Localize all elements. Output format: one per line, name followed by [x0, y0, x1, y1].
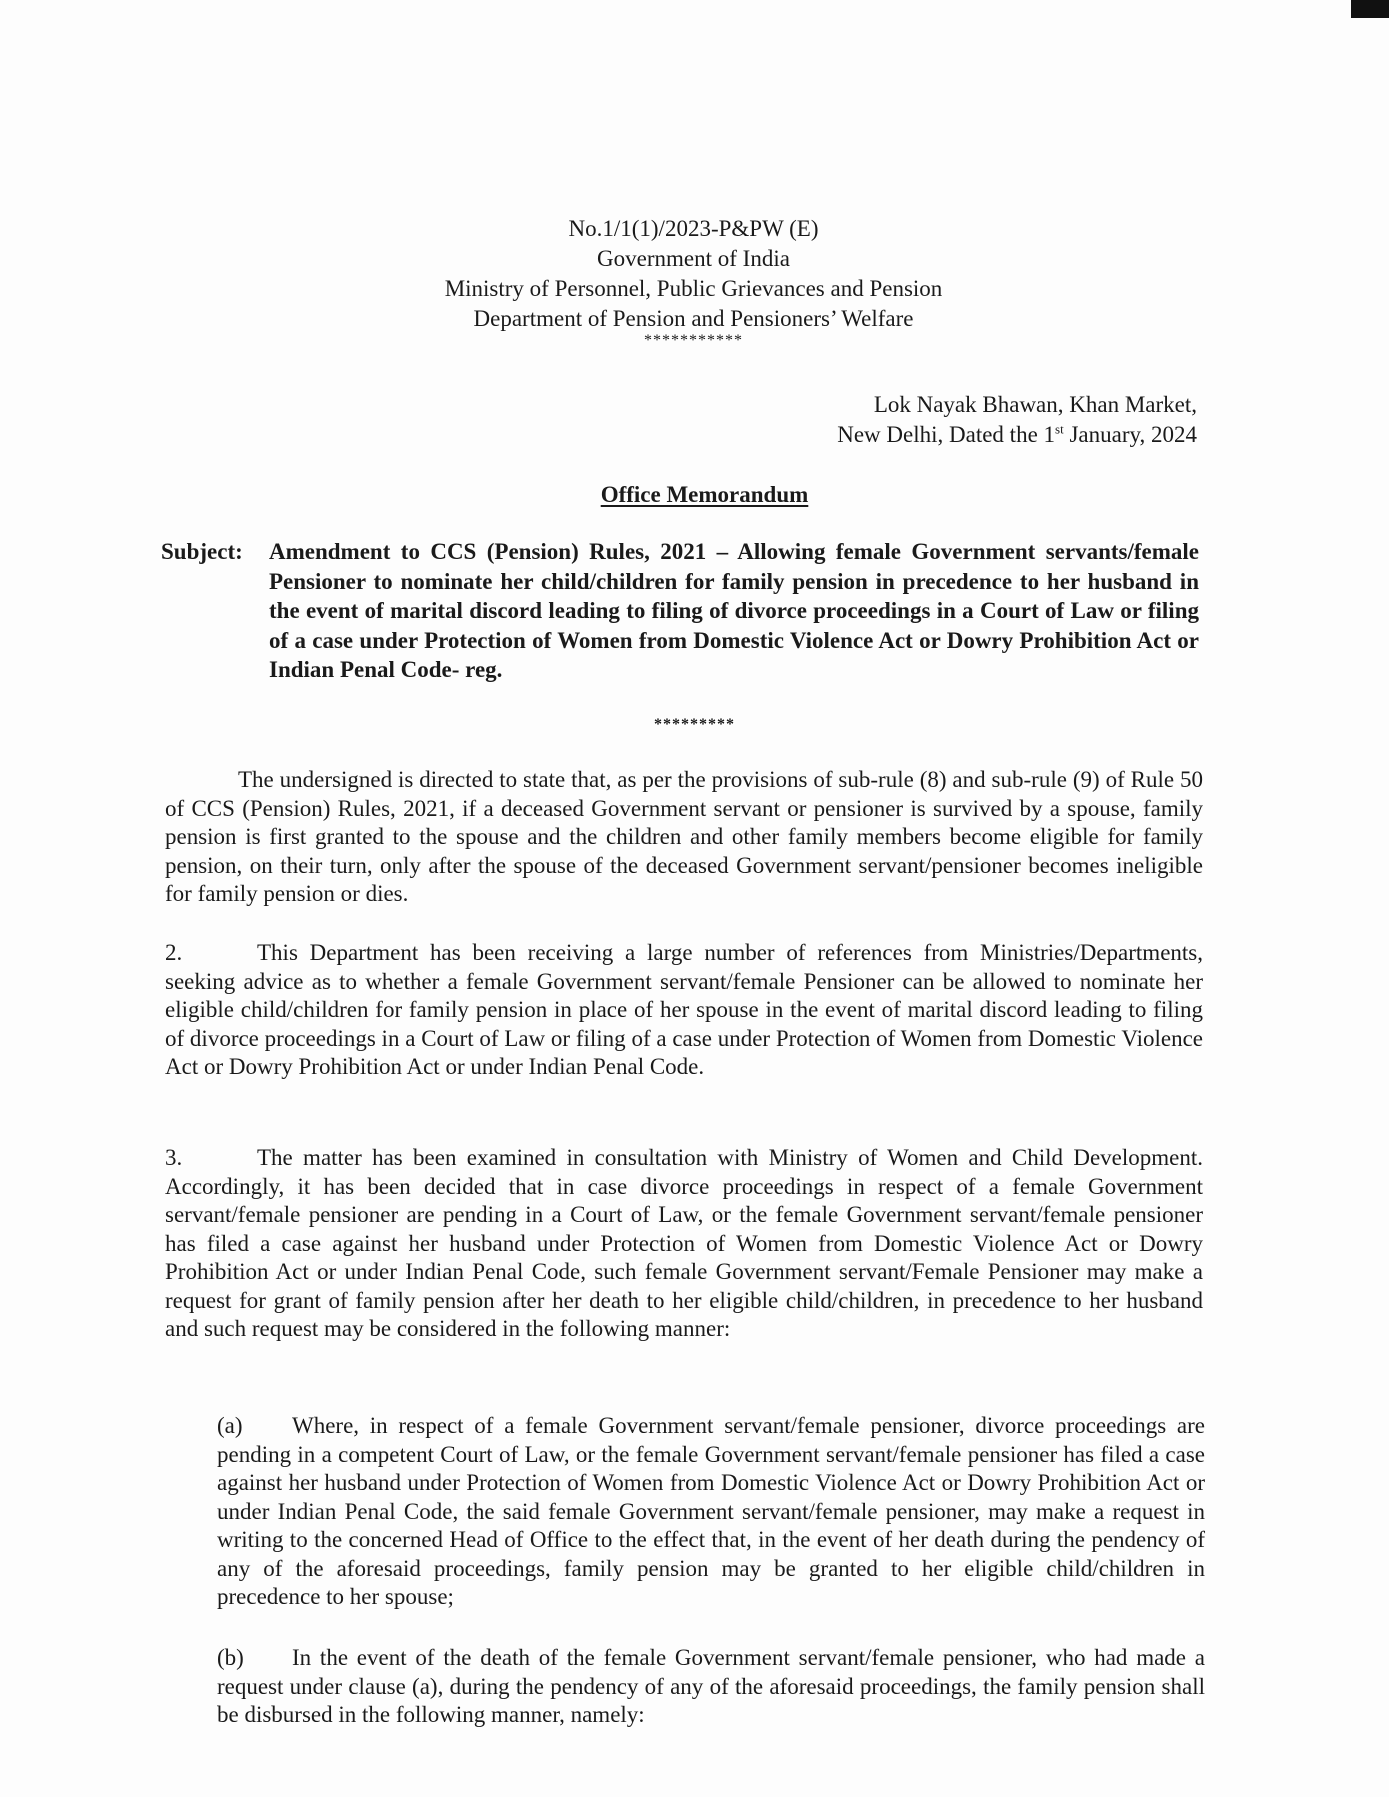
- clause-a: [217, 1412, 1205, 1612]
- paragraph-2-text: This Department has been receiving a large number of references from Ministries/Departments, seeking advice as to whether a female Government servant/female Pensioner can be allowed to nominate her eligible child/children for family pension in place of her spouse in the event of marital discord leading to filing of divorce proceedings in a Court of Law or filing of a case under Protection of Women from Domestic Violence Act or Dowry Prohibition Act or under Indian Penal Code.: [165, 940, 1203, 1079]
- subject-label: Subject:: [161, 539, 243, 564]
- clause-b-label: (b): [217, 1645, 244, 1670]
- date-line: [837, 420, 1197, 450]
- paragraph-2-number: 2.: [165, 940, 183, 965]
- clause-a-label: (a): [217, 1413, 243, 1438]
- subject-text: Amendment to CCS (Pension) Rules, 2021 – Allowing female Government servants/female Pensioner to nominate her child/children for family pension in precedence to her husband in the event of marital discord leading to filing of divorce proceedings in a Court of Law or filing of a case under Protection of Women from Domestic Violence Act or Dowry Prohibition Act or Indian Penal Code- reg.: [269, 539, 1199, 682]
- clause-a-text: Where, in respect of a female Government servant/female pensioner, divorce proceedings are pending in a competent Court of Law, or the female Government servant/female pensioner has filed a case against her husband under Protection of Women from Domestic Violence Act or Dowry Prohibition Act or under Indian Penal Code, the said female Government servant/female pensioner, may make a request in writing to the concerned Head of Office to the effect that, in the event of her death during the pendency of any of the aforesaid proceedings, family pension may be granted to her eligible child/children in precedence to her spouse;: [217, 1413, 1205, 1609]
- file-number: No.1/1(1)/2023-P&PW (E): [568, 216, 819, 241]
- letterhead: [0, 214, 1389, 348]
- separator-stars: *********: [654, 716, 735, 733]
- paragraph-2: [165, 939, 1203, 1082]
- header-stars: ***********: [644, 332, 743, 349]
- government-name: Government of India: [597, 246, 790, 271]
- scan-edge-mark: [1351, 0, 1389, 18]
- memo-title: Office Memorandum: [600, 482, 809, 507]
- clause-b: [217, 1644, 1205, 1730]
- paragraph-3-text: The matter has been examined in consultation with Ministry of Women and Child Development. Accordingly, it has been decided that in case divorce proceedings in respect of a female Government servant/female pensioner are pending in a Court of Law, or the female Government servant/female pensioner has filed a case against her husband under Protection of Women from Domestic Violence Act or Dowry Prohibition Act or under Indian Penal Code, such female Government servant/Female Pensioner may make a request for grant of family pension after her death to her eligible child/children, in precedence to her husband and such request may be considered in the following manner:: [165, 1145, 1203, 1341]
- department-name: Department of Pension and Pensioners’ Welfare: [473, 306, 914, 331]
- paragraph-3-number: 3.: [165, 1145, 183, 1170]
- address-line: Lok Nayak Bhawan, Khan Market,: [873, 392, 1197, 417]
- paragraph-3: [165, 1144, 1203, 1344]
- ministry-name: Ministry of Personnel, Public Grievances and Pension: [444, 276, 943, 301]
- paragraph-1-text: The undersigned is directed to state that, as per the provisions of sub-rule (8) and sub-rule (9) of Rule 50 of CCS (Pension) Rules, 2021, if a deceased Government servant or pensioner is survived by a spouse, family pension is first granted to the spouse and the children and other family members become eligible for family pension, on their turn, only after the spouse of the deceased Government servant/pensioner becomes ineligible for family pension or dies.: [165, 767, 1203, 906]
- paragraph-1: [165, 766, 1203, 909]
- date-prefix: New Delhi, Dated the 1: [837, 422, 1056, 447]
- address-block: [837, 390, 1197, 450]
- date-suffix: January, 2024: [1063, 422, 1197, 447]
- clause-b-text: In the event of the death of the female Government servant/female pensioner, who had made a request under clause (a), during the pendency of any of the aforesaid proceedings, the family pension shall be disbursed in the following manner, namely:: [217, 1645, 1205, 1727]
- date-ordinal: st: [1055, 421, 1064, 437]
